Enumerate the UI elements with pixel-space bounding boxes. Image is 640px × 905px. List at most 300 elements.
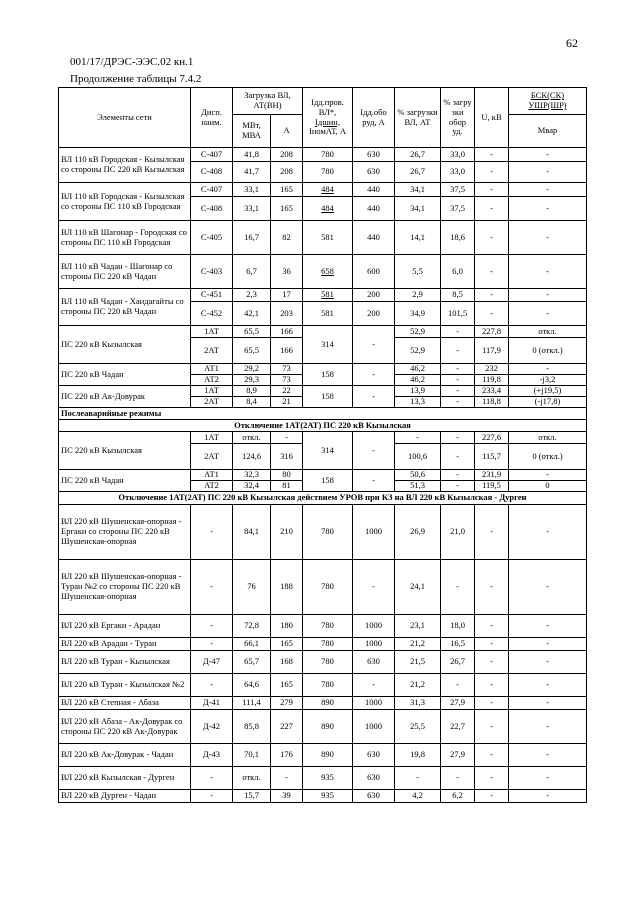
table-cell: 34,1 (395, 197, 441, 221)
substation-name: ПС 220 кВ Чадан (59, 470, 191, 492)
table-cell: 23,1 (395, 615, 441, 638)
table-cell: 658 (303, 255, 353, 289)
table-cell: - (509, 674, 587, 697)
header-u: U, кВ (475, 88, 509, 148)
table-row (59, 386, 587, 397)
table-row (59, 470, 587, 481)
table-cell: - (475, 148, 509, 162)
element-name: ВЛ 220 кВ Шушенская-опорная - Ергаки со стороны ПС 220 кВ Шушенская-опорная (59, 505, 191, 560)
table-cell: - (475, 255, 509, 289)
table-cell: 188 (271, 560, 303, 615)
header-idd-prov-1: Iдд.пров. ВЛ*, (311, 96, 344, 117)
table-cell: 34,1 (395, 183, 441, 197)
table-cell: 2АТ (191, 444, 233, 470)
table-cell: - (509, 505, 587, 560)
table-cell: 165 (271, 197, 303, 221)
table-row (59, 255, 587, 289)
table-cell: - (191, 790, 233, 803)
data-table (58, 87, 587, 803)
table-row (59, 615, 587, 638)
table-cell: 210 (271, 505, 303, 560)
table-cell: - (509, 183, 587, 197)
table-row (59, 432, 587, 444)
table-cell: 17 (271, 289, 303, 302)
table-cell: 1АТ (191, 326, 233, 338)
table-cell: - (475, 197, 509, 221)
table-cell: 70,1 (233, 744, 271, 767)
section-header-post: Послеаварийные режимы (59, 408, 587, 420)
table-cell: - (509, 638, 587, 651)
section-header-otkl1: Отключение 1АТ(2АТ) ПС 220 кВ Кызылская (59, 420, 587, 432)
table-cell: 31,3 (395, 697, 441, 710)
table-cell: 36 (271, 255, 303, 289)
table-cell: - (441, 364, 475, 375)
substation-name: ПС 220 кВ Чадан (59, 364, 191, 386)
element-name: ВЛ 220 кВ Дурген - Чадан (59, 790, 191, 803)
table-cell: - (441, 470, 475, 481)
table-cell: 780 (303, 638, 353, 651)
table-cell: 165 (271, 638, 303, 651)
table-cell: - (509, 767, 587, 790)
element-name: ВЛ 220 кВ Шушенская-опорная - Туран №2 со стороны ПС 220 кВ Шушенская-опорная (59, 560, 191, 615)
table-cell: 33,1 (233, 183, 271, 197)
table-cell: - (475, 505, 509, 560)
table-cell: 15,7 (233, 790, 271, 803)
table-cell: 1АТ (191, 432, 233, 444)
table-cell: Д-43 (191, 744, 233, 767)
table-cell: 581 (303, 302, 353, 326)
table-cell: 64,6 (233, 674, 271, 697)
table-cell: - (509, 148, 587, 162)
element-name: ВЛ 220 кВ Степная - Абаза (59, 697, 191, 710)
table-cell: 115,7 (475, 444, 509, 470)
table-cell: 118,8 (475, 397, 509, 408)
table-row (59, 326, 587, 338)
table-cell: -j3,2 (509, 375, 587, 386)
table-cell: 314 (303, 326, 353, 364)
table-cell: 16,7 (233, 221, 271, 255)
table-cell: 176 (271, 744, 303, 767)
table-cell: 630 (353, 162, 395, 183)
table-cell: - (509, 289, 587, 302)
table-cell: 6,2 (441, 790, 475, 803)
table-row (59, 364, 587, 375)
table-row (59, 651, 587, 674)
table-cell: 279 (271, 697, 303, 710)
table-cell: 203 (271, 302, 303, 326)
header-disp: Дисп. наим. (191, 88, 233, 148)
table-cell: - (475, 221, 509, 255)
table-cell: - (475, 615, 509, 638)
table-cell: 231,9 (475, 470, 509, 481)
header-a: А (271, 115, 303, 148)
table-cell: 200 (353, 302, 395, 326)
table-cell: 8,5 (441, 289, 475, 302)
table-cell: 42,1 (233, 302, 271, 326)
table-cell: 227,6 (475, 432, 509, 444)
table-cell: 84,1 (233, 505, 271, 560)
table-cell: С-405 (191, 221, 233, 255)
table-cell: 314 (303, 432, 353, 470)
table-cell: 165 (271, 183, 303, 197)
table-cell: - (509, 560, 587, 615)
table-cell: С-408 (191, 162, 233, 183)
table-cell: - (271, 767, 303, 790)
table-cell: 208 (271, 148, 303, 162)
table-cell: - (353, 432, 395, 470)
table-cell: - (509, 364, 587, 375)
table-cell: 26,7 (395, 162, 441, 183)
table-cell: АТ1 (191, 470, 233, 481)
table-cell: 630 (353, 744, 395, 767)
table-cell: 37,5 (441, 183, 475, 197)
table-cell: АТ2 (191, 481, 233, 492)
table-cell: С-407 (191, 183, 233, 197)
table-cell: 8,4 (233, 397, 271, 408)
table-cell: Д-47 (191, 651, 233, 674)
table-cell: - (441, 326, 475, 338)
table-cell: 80 (271, 470, 303, 481)
table-cell: - (395, 767, 441, 790)
table-row (59, 697, 587, 710)
header-idd-prov (303, 88, 353, 148)
table-cell: 158 (303, 470, 353, 492)
table-cell: С-408 (191, 197, 233, 221)
table-cell: 32,4 (233, 481, 271, 492)
table-cell: 119,8 (475, 375, 509, 386)
table-row (59, 289, 587, 302)
table-cell: - (441, 560, 475, 615)
table-cell: 5,5 (395, 255, 441, 289)
table-cell: 440 (353, 183, 395, 197)
table-cell: - (509, 162, 587, 183)
table-cell: 21,2 (395, 674, 441, 697)
table-row (59, 560, 587, 615)
table-cell: - (509, 302, 587, 326)
table-cell: - (509, 221, 587, 255)
table-cell: 232 (475, 364, 509, 375)
table-cell: - (475, 790, 509, 803)
table-cell: 33,0 (441, 162, 475, 183)
table-cell: - (441, 674, 475, 697)
table-cell: 2,9 (395, 289, 441, 302)
element-name: ВЛ 220 кВ Туран - Кызылская (59, 651, 191, 674)
table-cell: 33,1 (233, 197, 271, 221)
table-cell: - (191, 638, 233, 651)
table-cell: 37,5 (441, 197, 475, 221)
table-cell: 26,7 (441, 651, 475, 674)
table-cell: - (509, 197, 587, 221)
table-cell: - (441, 338, 475, 364)
table-cell: 581 (303, 221, 353, 255)
table-cell: - (509, 651, 587, 674)
table-cell: 0 (509, 481, 587, 492)
table-cell: 440 (353, 221, 395, 255)
table-row (59, 674, 587, 697)
table-cell: 1АТ (191, 386, 233, 397)
document-id: 001/17/ДРЭС-ЭЭС.02 кн.1 (70, 56, 194, 68)
table-cell: 34,9 (395, 302, 441, 326)
table-cell: Д-42 (191, 710, 233, 744)
element-name: ВЛ 220 кВ Ергаки - Арадан (59, 615, 191, 638)
table-cell: 168 (271, 651, 303, 674)
table-cell: 18,0 (441, 615, 475, 638)
table-cell: С-403 (191, 255, 233, 289)
table-cell: 27,9 (441, 744, 475, 767)
table-cell: 72,8 (233, 615, 271, 638)
table-cell: - (475, 767, 509, 790)
table-cell: 119,5 (475, 481, 509, 492)
table-cell: 82 (271, 221, 303, 255)
table-cell: 227,8 (475, 326, 509, 338)
table-cell: 890 (303, 744, 353, 767)
table-cell: - (475, 744, 509, 767)
table-cell: 8,9 (233, 386, 271, 397)
table-cell: 1000 (353, 710, 395, 744)
table-cell: 26,7 (395, 148, 441, 162)
table-cell: 81 (271, 481, 303, 492)
table-cell: 1000 (353, 505, 395, 560)
table-cell: - (475, 289, 509, 302)
table-cell: 46,2 (395, 364, 441, 375)
table-cell: 165 (271, 674, 303, 697)
table-cell: 780 (303, 505, 353, 560)
table-caption: Продолжение таблицы 7.4.2 (70, 73, 202, 85)
table-cell: 6,0 (441, 255, 475, 289)
header-mvar: Мвар (509, 115, 587, 148)
table-cell: - (353, 326, 395, 364)
table-cell: 85,8 (233, 710, 271, 744)
table-cell: 13,9 (395, 386, 441, 397)
table-cell: АТ2 (191, 375, 233, 386)
table-cell: - (395, 432, 441, 444)
table-cell: 51,3 (395, 481, 441, 492)
element-name: ВЛ 220 кВ Туран - Кызылская №2 (59, 674, 191, 697)
table-cell: 208 (271, 162, 303, 183)
table-cell: 22,7 (441, 710, 475, 744)
table-cell: 117,9 (475, 338, 509, 364)
table-cell: 2АТ (191, 338, 233, 364)
substation-name: ПС 220 кВ Ак-Довурак (59, 386, 191, 408)
table-cell: 630 (353, 790, 395, 803)
table-cell: 581 (303, 289, 353, 302)
table-cell: 780 (303, 148, 353, 162)
table-cell: 66,1 (233, 638, 271, 651)
table-cell: - (475, 560, 509, 615)
table-cell: 158 (303, 386, 353, 408)
header-elements: Элементы сети (59, 88, 191, 148)
table-cell: 21,2 (395, 638, 441, 651)
table-row (59, 638, 587, 651)
table-cell: - (191, 560, 233, 615)
table-cell: - (509, 615, 587, 638)
table-row (59, 492, 587, 505)
table-cell: - (441, 397, 475, 408)
table-cell: - (441, 432, 475, 444)
table-cell: 100,6 (395, 444, 441, 470)
table-cell: 39 (271, 790, 303, 803)
element-name: ВЛ 110 кВ Чадан - Хандагайты со стороны ПС 220 кВ Чадан (59, 289, 191, 326)
table-cell: С-451 (191, 289, 233, 302)
table-cell: 101,5 (441, 302, 475, 326)
table-row (59, 221, 587, 255)
element-name: ВЛ 110 кВ Чадан - Шагонар со стороны ПС 220 кВ Чадан (59, 255, 191, 289)
table-cell: 780 (303, 651, 353, 674)
table-cell: - (353, 560, 395, 615)
table-cell: 780 (303, 560, 353, 615)
table-cell: - (441, 375, 475, 386)
table-cell: 1000 (353, 697, 395, 710)
table-cell: 41,7 (233, 162, 271, 183)
table-cell: С-452 (191, 302, 233, 326)
header-pct-vl: % загрузки ВЛ, АТ (395, 88, 441, 148)
table-cell: - (509, 470, 587, 481)
table-cell: - (475, 302, 509, 326)
table-cell: 111,4 (233, 697, 271, 710)
table-cell: - (441, 444, 475, 470)
table-cell: 24,1 (395, 560, 441, 615)
table-cell: 65,5 (233, 338, 271, 364)
table-cell: - (509, 744, 587, 767)
table-cell: 32,3 (233, 470, 271, 481)
table-cell: 52,9 (395, 326, 441, 338)
table-cell: (-j17,8) (509, 397, 587, 408)
table-cell: 16,5 (441, 638, 475, 651)
table-cell: откл. (509, 326, 587, 338)
table-row (59, 744, 587, 767)
table-row (59, 790, 587, 803)
table-cell: 166 (271, 338, 303, 364)
table-cell: - (509, 710, 587, 744)
table-cell: 890 (303, 697, 353, 710)
element-name: ВЛ 220 кВ Арадан - Туран (59, 638, 191, 651)
table-row (59, 505, 587, 560)
element-name: ВЛ 220 кВ Ак-Довурак - Чадан (59, 744, 191, 767)
table-cell: 600 (353, 255, 395, 289)
table-cell: 440 (353, 197, 395, 221)
table-cell: 46,2 (395, 375, 441, 386)
table-row (59, 183, 587, 197)
table-cell: 2АТ (191, 397, 233, 408)
table-cell: 780 (303, 674, 353, 697)
element-name: ВЛ 220 кВ Кызылская - Дурген (59, 767, 191, 790)
header-mw: МВт, МВА (233, 115, 271, 148)
table-cell: - (441, 386, 475, 397)
header-idd-prov-3: IномАТ, А (309, 126, 346, 137)
table-cell: 14,1 (395, 221, 441, 255)
table-cell: 73 (271, 375, 303, 386)
table-cell: откл. (509, 432, 587, 444)
table-cell: 27,9 (441, 697, 475, 710)
table-cell: 2,3 (233, 289, 271, 302)
table-cell: 484 (303, 183, 353, 197)
table-cell: откл. (233, 432, 271, 444)
table-cell: - (475, 183, 509, 197)
table-cell: 50,6 (395, 470, 441, 481)
substation-name: ПС 220 кВ Кызылская (59, 432, 191, 470)
table-cell: - (475, 674, 509, 697)
table-cell: откл. (233, 767, 271, 790)
substation-name: ПС 220 кВ Кызылская (59, 326, 191, 364)
table-cell: 21,5 (395, 651, 441, 674)
table-cell: 935 (303, 767, 353, 790)
header-pct-obor: % загру зки обор уд. (441, 88, 475, 148)
table-cell: - (475, 638, 509, 651)
table-row (59, 148, 587, 162)
table-cell: 316 (271, 444, 303, 470)
table-row (59, 767, 587, 790)
table-cell: - (353, 674, 395, 697)
element-name: ВЛ 110 кВ Городская - Кызылская со стороны ПС 220 кВ Кызылская (59, 148, 191, 183)
table-cell: 630 (353, 651, 395, 674)
table-cell: 6,7 (233, 255, 271, 289)
table-cell: - (441, 767, 475, 790)
table-cell: 33,0 (441, 148, 475, 162)
table-cell: - (191, 615, 233, 638)
table-cell: 19,8 (395, 744, 441, 767)
table-cell: 180 (271, 615, 303, 638)
table-cell: 935 (303, 790, 353, 803)
table-cell: 227 (271, 710, 303, 744)
table-cell: - (441, 481, 475, 492)
table-cell: 1000 (353, 615, 395, 638)
element-name: ВЛ 220 кВ Абаза - Ак-Довурак со стороны ПС 220 кВ Ак-Довурак (59, 710, 191, 744)
table-cell: 29,3 (233, 375, 271, 386)
table-cell: - (191, 767, 233, 790)
table-cell: 76 (233, 560, 271, 615)
table-cell: 630 (353, 148, 395, 162)
header-idd-obor: Iдд.обо руд, А (353, 88, 395, 148)
element-name: ВЛ 110 кВ Городская - Кызылская со стороны ПС 110 кВ Городская (59, 183, 191, 221)
table-row (59, 710, 587, 744)
table-cell: 484 (303, 197, 353, 221)
table-cell: - (191, 505, 233, 560)
table-row (59, 408, 587, 420)
table-cell: 26,9 (395, 505, 441, 560)
table-cell: 780 (303, 162, 353, 183)
table-cell: 124,6 (233, 444, 271, 470)
table-cell: 41,8 (233, 148, 271, 162)
table-cell: - (509, 790, 587, 803)
table-cell: 65,5 (233, 326, 271, 338)
table-cell: 18,6 (441, 221, 475, 255)
table-row (59, 420, 587, 432)
table-cell: (+j19,5) (509, 386, 587, 397)
table-cell: 52,9 (395, 338, 441, 364)
table-cell: 630 (353, 767, 395, 790)
header-idd-prov-2: Iдшин, (315, 116, 340, 127)
table-cell: 233,4 (475, 386, 509, 397)
table-cell: 22 (271, 386, 303, 397)
table-cell: 73 (271, 364, 303, 375)
table-cell: - (271, 432, 303, 444)
page-number: 62 (566, 36, 578, 50)
element-name: ВЛ 110 кВ Шагонар - Городская со стороны ПС 110 кВ Городская (59, 221, 191, 255)
table-cell: 1000 (353, 638, 395, 651)
table-cell: 780 (303, 615, 353, 638)
header-bsk: БСК(СК) УШР(ШР) (509, 88, 587, 115)
table-cell: - (509, 255, 587, 289)
table-cell: - (353, 364, 395, 386)
table-cell: - (191, 674, 233, 697)
table-cell: - (509, 697, 587, 710)
table-cell: 65,7 (233, 651, 271, 674)
table-cell: - (353, 470, 395, 492)
table-cell: - (353, 386, 395, 408)
table-cell: 21,0 (441, 505, 475, 560)
table-cell: 166 (271, 326, 303, 338)
table-cell: 13,3 (395, 397, 441, 408)
